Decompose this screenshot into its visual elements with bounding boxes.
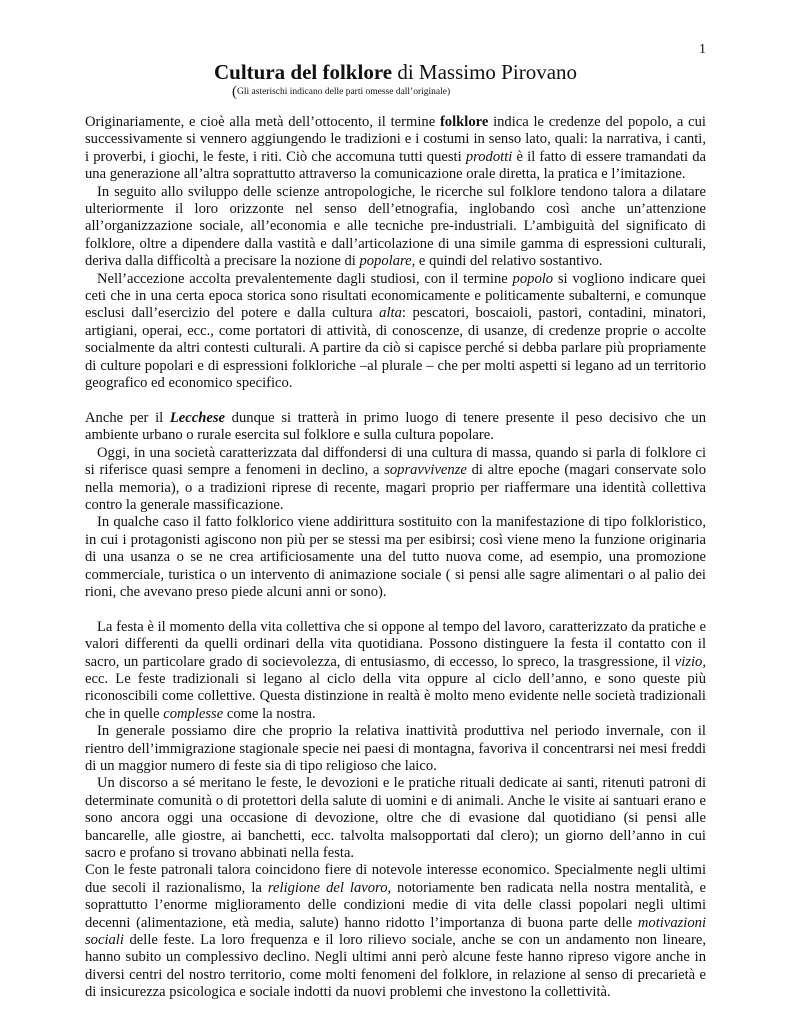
p5-italic-sopravvivenze: sopravvivenze — [384, 462, 467, 479]
p1-text-c: indica le credenze del popolo, a cui successivamente si vennero aggiungendo le tradizioni e i costumi in senso lato, quali: la narrativa, i canti, i proverbi, i giochi, le feste, i riti. Ciò che accomuna tutti questi — [85, 114, 706, 165]
p8-text-a: In generale possiamo dire che proprio la relativa inattività produttiva nel periodo invernale, con il rientro dell’immigrazione stagionale specie nei paesi di montagna, favoriva il concentrarsi nei mesi freddi di un maggior numero di feste sia di tipo religioso che laico. — [85, 723, 706, 774]
p4-text-c: dunque si tratterà in primo luogo di tenere presente il peso decisivo che un ambiente urbano o rurale esercita sul folklore e sulla cultura popolare. — [85, 409, 706, 444]
p1-italic-prodotti: prodotti — [465, 148, 513, 165]
paragraph-8 — [85, 723, 706, 775]
paragraph-3 — [85, 271, 706, 393]
paragraph-2 — [85, 184, 706, 271]
paragraph-gap — [85, 601, 706, 618]
p3-italic-popolo: popolo — [512, 270, 554, 287]
p2-text-c: e quindi del relativo sostantivo. — [415, 253, 603, 270]
paragraph-6 — [85, 514, 706, 601]
p2-text-a: In seguito allo sviluppo delle scienze antropologiche, le ricerche sul folklore tendono talora a dilatare ulteriormente il loro orizzonte nel senso dell’etnografia, inglobando così anche un’attenzione all’organizzazione sociale, all’economia e alle tecniche pre-industriali. L’ambiguità del significato di folklore, oltre a dipendere dalla vastità e dall’articolazione di una simile gamma di espressioni culturali, deriva dalla difficoltà a precisare la nozione di — [85, 183, 706, 270]
subtitle-text: Gli asterischi indicano delle parti omesse dall’originale) — [237, 87, 451, 97]
p5-text-a: Oggi, in una società caratterizzata dal diffondersi di una cultura di massa, quando si parla di folklore ci si riferisce quasi sempre a fenomeni in declino, a — [85, 444, 706, 479]
paragraph-gap — [85, 393, 706, 410]
p3-text-e: : pescatori, boscaioli, pastori, contadini, minatori, artigiani, operai, ecc., come portatori di attività, di conoscenze, di usanze, di credenze proprie o accolte socialmente da altri contesti culturali. A partire da ciò si capisce perché si debba parlare più propriamente di culture popolari e di espressioni folkloriche –al plurale – che per molti aspetti si legano ad un territorio geografico ed economico specifico. — [85, 305, 707, 392]
paragraph-5 — [85, 445, 706, 515]
p3-text-a: Nell’accezione accolta prevalentemente dagli studiosi, con il termine — [97, 270, 513, 287]
p4-bold-italic-lecchese: Lecchese — [169, 409, 225, 426]
p10-italic-religione-del-lavoro: religione del lavoro, — [267, 879, 392, 896]
p3-italic-alta: alta — [379, 305, 402, 322]
p7-text-e: come la nostra. — [223, 705, 316, 722]
p10-text-c: notoriamente ben radicata nella nostra mentalità, e soprattutto l’enorme miglioramento delle condizioni medie di vita delle classi popolari negli ultimi decenni (alimentazione, età media, salute) hanno ridotto l’importanza di buona parte delle — [85, 879, 706, 931]
p1-bold-folklore: folklore — [439, 114, 489, 130]
paragraph-1 — [85, 114, 706, 184]
p10-italic-motivazioni-sociali: motivazioni sociali — [85, 914, 706, 949]
p1-text-e: è il fatto di essere tramandati da una generazione all’altra soprattutto attraverso la comunicazione orale diretta, la pratica e l’imitazione. — [85, 148, 707, 183]
p7-text-c: ecc. Le feste tradizionali si legano al ciclo della vita oppure al ciclo dell’anno, e sono queste più riconoscibili come collettive. Questa distinzione in realtà è molto meno evidente nelle società tradizionali che in quelle — [85, 670, 706, 722]
p6-text-a: In qualche caso il fatto folklorico viene addirittura sostituito con la manifestazione di tipo folkloristico, in cui i protagonisti agiscono non più per se stessi ma per esibirsi; così viene meno la funzione originaria di una usanza o se ne crea artificiosamente una del tutto nuova come, ad esempio, una promozione commerciale, turistica o un intervento di animazione sociale ( si pensi alle sagre alimentari o al palio dei rioni, che avevano preso piede alcuni anni or sono). — [85, 514, 706, 600]
document-title — [0, 60, 791, 84]
paragraph-4 — [85, 410, 706, 445]
paragraph-9 — [85, 775, 706, 862]
p2-italic-popolare: popolare, — [359, 253, 416, 270]
p7-text-a: La festa è il momento della vita collettiva che si oppone al tempo del lavoro, caratterizzato da pratiche e valori differenti da quelli ordinari della vita quotidiana. Possono distinguere la festa il contatto con il sacro, un particolare grado di socievolezza, di entusiasmo, di eccesso, lo spreco, la trasgressione, il — [85, 618, 706, 670]
p7-italic-complesse: complesse — [163, 705, 224, 722]
paragraph-10 — [85, 862, 706, 1001]
p5-text-c: di altre epoche (magari conservate solo nella memoria), o a tradizioni riprese di recente, magari proprio per riaffermare una identità collettiva contro la generale massificazione. — [85, 462, 707, 513]
page-number: 1 — [699, 42, 706, 57]
p10-text-a: Con le feste patronali talora coincidono fiere di notevole interesse economico. Specialmente negli ultimi due secoli il razionalismo, la — [85, 862, 706, 896]
p10-text-e: delle feste. La loro frequenza e il loro rilievo sociale, anche se con un andamento non lineare, hanno subito un complessivo declino. Negli ultimi anni però alcune feste hanno ripreso vigore anche in diversi centri del nostro territorio, come molti fenomeni del folklore, in relazione al senso di precarietà e di insicurezza psicologica e sociale indotti da nuovi problemi che investono la collettività. — [85, 932, 706, 1001]
p9-text-a: Un discorso a sé meritano le feste, le devozioni e le pratiche rituali dedicate ai santi, ritenuti patroni di determinate comunità o di protettori della salute di uomini e di animali. Anche le visite ai santuari erano e sono ancora oggi una occasione di devozione, oltre che di evasione dal quotidiano (si pensi alle bancarelle, alle giostre, ai banchetti, ecc. talvolta malsopportati dal clero); un giorno dell’anno in cui sacro e profano si trovano abbinati nella festa. — [85, 775, 706, 862]
title-bold: Cultura del folklore — [213, 60, 393, 84]
p4-text-a: Anche per il — [85, 409, 170, 426]
subtitle-paren: ( — [232, 84, 237, 100]
p7-italic-vizio: vizio, — [674, 653, 706, 670]
title-author: di Massimo Pirovano — [392, 60, 578, 84]
document-subtitle — [232, 85, 450, 99]
paragraph-7 — [85, 619, 706, 723]
p1-text-a: Originariamente, e cioè alla metà dell’ottocento, il termine — [85, 114, 440, 130]
document-body — [85, 114, 706, 1002]
p3-text-c: si vogliono indicare quei ceti che in una certa epoca storica sono risultati economicamente e politicamente subalterni, e comunque esclusi dall’esercizio del potere e dalla cultura — [85, 270, 706, 322]
